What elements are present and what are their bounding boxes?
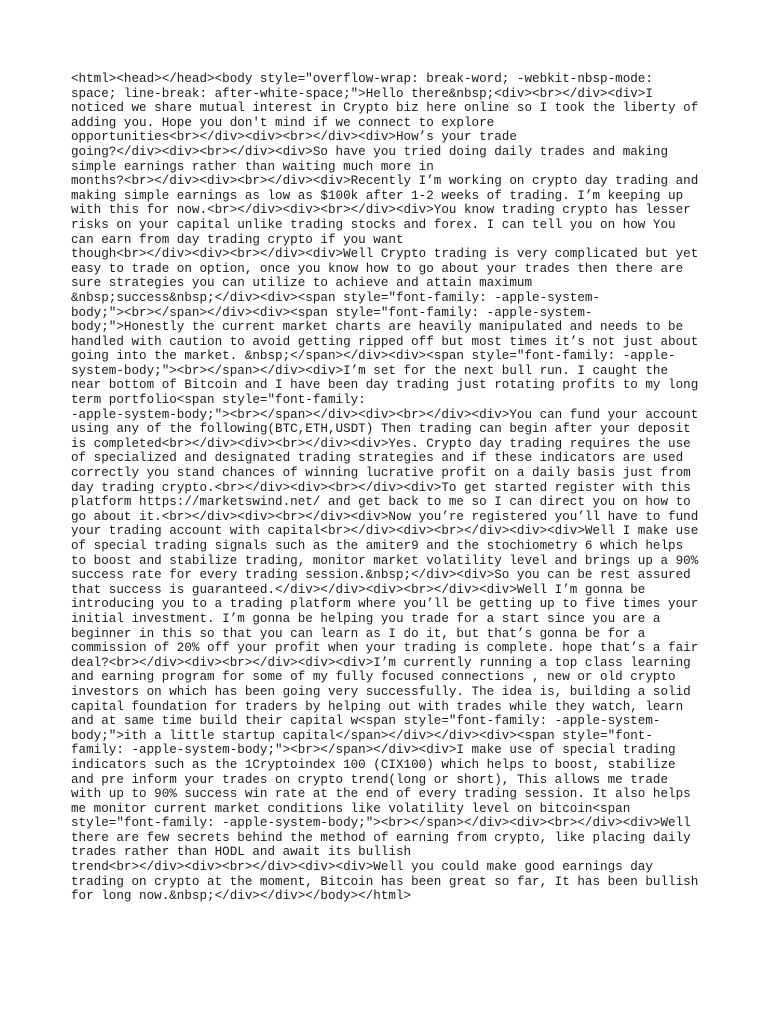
text-line: though<br></div><div><br></div><div>Well Crypto trading is very complicated but yet [71, 247, 699, 262]
text-line: with up to 90% success win rate at the end of every trading session. It also helps [71, 787, 691, 802]
text-line: and earning program for some of my fully focused connections , new or old crypto [71, 670, 676, 685]
text-line: months?<br></div><div><br></div><div>Recently I’m working on crypto day trading and [71, 174, 699, 189]
text-line: success rate for every trading session.&nbsp;</div><div>So you can be rest assured [71, 568, 691, 583]
text-line: system-body;"><br></span></div><div>I’m set for the next bull run. I caught the [71, 363, 669, 378]
text-line: going?</div><div><br></div><div>So have you tried doing daily trades and making [71, 144, 669, 159]
text-line: noticed we share mutual interest in Crypto biz here online so I took the liberty of [71, 101, 699, 116]
text-line: simple earnings rather than waiting much more in [71, 159, 434, 174]
text-line: correctly you stand chances of winning lucrative profit on a daily basis just from [71, 466, 691, 481]
text-line: -apple-system-body;"><br></span></div><div><br></div><div>You can fund your account [71, 407, 699, 422]
text-line: &nbsp;success&nbsp;</div><div><span style="font-family: -apple-system- [71, 290, 601, 305]
text-line: adding you. Hope you don't mind if we connect to explore [71, 115, 495, 130]
text-line: there are few secrets behind the method of earning from crypto, like placing daily [71, 830, 691, 845]
text-line: deal?<br></div><div><br></div><div><div>I’m currently running a top class learning [71, 655, 691, 670]
text-line: body;">Honestly the current market charts are heavily manipulated and needs to be [71, 320, 684, 335]
text-line: of specialized and designated trading strategies and if these indicators are used [71, 451, 684, 466]
text-line: your trading account with capital<br></div><div><br></div><div><div>Well I make use [71, 524, 699, 539]
text-line: going into the market. &nbsp;</span></div><div><span style="font-family: -apple- [71, 349, 676, 364]
text-line: making simple earnings as low as $100k after 1-2 weeks of trading. I’m keeping up [71, 188, 684, 203]
text-line: near bottom of Bitcoin and I have been day trading just rotating profits to my long [71, 378, 699, 393]
text-line: to boost and stabilize trading, monitor market volatility level and brings up a 90% [71, 553, 699, 568]
text-line: body;"><br></span></div><div><span style="font-family: -apple-system- [71, 305, 593, 320]
text-line: style="font-family: -apple-system-body;"><br></span></div><div><br></div><div>Well [71, 816, 691, 831]
text-line: beginner in this so that you can learn as I do it, but that’s gonna be for a [71, 626, 646, 641]
html-source-text [71, 72, 701, 904]
text-line: indicators such as the 1Cryptoindex 100 (CIX100) which helps to boost, stabilize [71, 757, 676, 772]
text-line: risks on your capital unlike trading stocks and forex. I can tell you on how You [71, 217, 676, 232]
text-line: sure strategies you can utilize to achieve and attain maximum [71, 276, 533, 291]
text-line: can earn from day trading crypto if you want [71, 232, 404, 247]
text-line: go about it.<br></div><div><br></div><div>Now you’re registered you’ll have to fund [71, 509, 699, 524]
text-line: trading on crypto at the moment, Bitcoin has been great so far, It has been bullish [71, 874, 699, 889]
text-line: term portfolio<span style="font-family: [71, 393, 366, 408]
text-line: trades rather than HODL and await its bullish [71, 845, 412, 860]
text-line: introducing you to a trading platform where you’ll be getting up to five times your [71, 597, 699, 612]
text-line: opportunities<br></div><div><br></div><div>How’s your trade [71, 130, 517, 145]
text-line: investors on which has been going very successfully. The idea is, building a solid [71, 684, 691, 699]
text-line: commission of 20% off your profit when your trading is complete. hope that’s a fair [71, 641, 699, 656]
text-line: trend<br></div><div><br></div><div><div>Well you could make good earnings day [71, 860, 653, 875]
text-line: easy to trade on option, once you know how to go about your trades then there are [71, 261, 684, 276]
text-line: initial investment. I’m gonna be helping you trade for a start since you are a [71, 611, 661, 626]
text-line: is completed<br></div><div><br></div><div>Yes. Crypto day trading requires the use [71, 436, 691, 451]
text-line: of special trading signals such as the amiter9 and the stochiometry 6 which helps [71, 539, 684, 553]
text-line: me monitor current market conditions like volatility level on bitcoin<span [71, 801, 631, 816]
text-line: and at same time build their capital w<span style="font-family: -apple-system- [71, 714, 661, 729]
text-line: platform https://marketswind.net/ and get back to me so I can direct you on how to [71, 495, 691, 510]
text-line: <html><head></head><body style="overflow-wrap: break-word; -webkit-nbsp-mode: [71, 72, 653, 86]
text-line: space; line-break: after-white-space;">Hello there&nbsp;<div><br></div><div>I [71, 86, 653, 101]
text-line: that success is guaranteed.</div></div><div><br></div><div>Well I’m gonna be [71, 582, 646, 597]
text-line: handled with caution to avoid getting ripped off but most times it’s not just about [71, 334, 699, 349]
text-line: for long now.&nbsp;</div></div></body></html> [71, 889, 412, 904]
text-line: using any of the following(BTC,ETH,USDT) Then trading can begin after your deposit [71, 422, 691, 437]
text-line: and pre inform your trades on crypto trend(long or short), This allows me trade [71, 772, 669, 787]
text-line: body;">ith a little startup capital</span></div></div><div><span style="font- [71, 728, 653, 743]
text-line: family: -apple-system-body;"><br></span></div><div>I make use of special trading [71, 743, 676, 758]
text-line: capital foundation for traders by helping out with trades while they watch, learn [71, 699, 684, 714]
text-line: day trading crypto.<br></div><div><br></div><div>To get started register with this [71, 480, 691, 495]
text-line: with this for now.<br></div><div><br></div><div>You know trading crypto has lesser [71, 203, 691, 218]
